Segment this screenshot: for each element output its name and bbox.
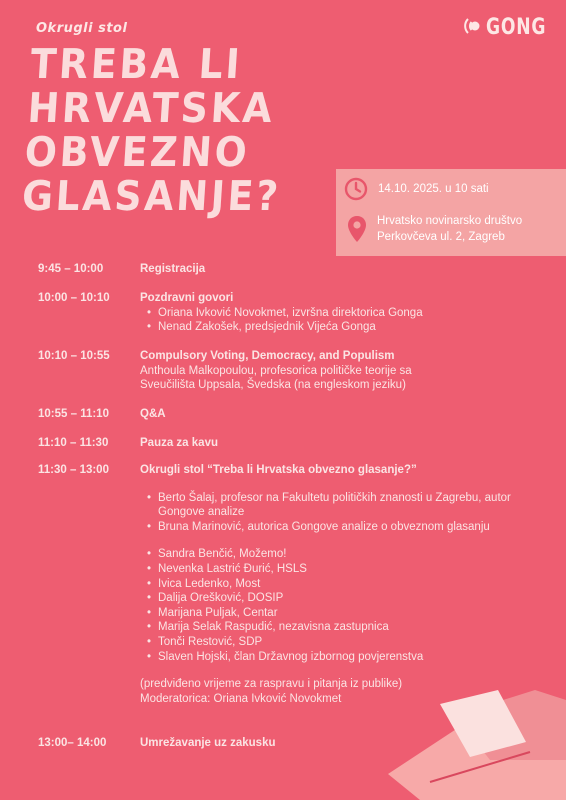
author-item: • Berto Šalaj, profesor na Fakultetu političkih znanosti u Zagrebu, autor Gongove analize xyxy=(140,491,540,520)
panelist-item: • Marijana Puljak, Centar xyxy=(140,606,540,621)
title-line: HRVATSKA xyxy=(26,84,277,132)
panelist-item: • Tonči Restović, SDP xyxy=(140,635,540,650)
panelist-item: • Ivica Ledenko, Most xyxy=(140,577,540,592)
title-line: TREBA LI xyxy=(29,40,244,88)
schedule-time: 11:10 – 11:30 xyxy=(38,437,109,449)
schedule-time: 11:30 – 13:00 xyxy=(38,464,109,476)
schedule-line: Anthoula Malkopoulou, profesorica političke teorije sa xyxy=(140,364,412,377)
panelist-item: • Nevenka Lastrić Đurić, HSLS xyxy=(140,562,540,577)
author-item: • Bruna Marinović, autorica Gongove analize o obveznom glasanju xyxy=(140,520,540,535)
panelist-item: • Marija Selak Raspudić, nezavisna zastupnica xyxy=(140,620,540,635)
schedule-title: Pauza za kavu xyxy=(140,437,218,449)
schedule-title: Pozdravni govori xyxy=(140,292,234,304)
schedule-line: Sveučilišta Uppsala, Švedska (na engleskom jeziku) xyxy=(140,379,406,392)
panelist-item: • Slaven Hojski, član Državnog izbornog povjerenstva xyxy=(140,650,540,665)
moderator-note: Moderatorica: Oriana Ivković Novokmet xyxy=(140,692,342,705)
schedule-title: Umrežavanje uz zakusku xyxy=(140,737,276,749)
schedule-time: 10:00 – 10:10 xyxy=(38,292,110,304)
venue-address: Perkovčeva ul. 2, Zagreb xyxy=(377,231,505,243)
schedule-title: Q&A xyxy=(140,408,166,420)
schedule-title: Okrugli stol “Treba li Hrvatska obvezno glasanje?” xyxy=(140,464,417,476)
schedule-time: 9:45 – 10:00 xyxy=(38,263,104,275)
panelist-item: • Dalija Orešković, DOSIP xyxy=(140,591,540,606)
event-datetime: 14.10. 2025. u 10 sati xyxy=(378,183,489,195)
schedule-time: 10:10 – 10:55 xyxy=(38,350,110,362)
venue-name: Hrvatsko novinarsko društvo xyxy=(377,215,523,227)
title-line: OBVEZNO xyxy=(23,128,252,176)
schedule-time: 10:55 – 11:10 xyxy=(38,408,109,420)
schedule-time: 13:00– 14:00 xyxy=(38,737,107,749)
gong-logo-text: GONG xyxy=(486,15,547,40)
speaker-item: • Oriana Ivković Novokmet, izvršna direktorica Gonga xyxy=(140,306,540,321)
schedule-title: Registracija xyxy=(140,263,206,275)
discussion-note: (predviđeno vrijeme za raspravu i pitanja iz publike) xyxy=(140,678,403,691)
schedule-title: Compulsory Voting, Democracy, and Populism xyxy=(140,350,395,362)
title-line: GLASANJE? xyxy=(20,172,283,220)
panelist-item: • Sandra Benčić, Možemo! xyxy=(140,547,540,562)
speaker-item: • Nenad Zakošek, predsjednik Vijeća Gonga xyxy=(140,320,540,335)
event-type-label: Okrugli stol xyxy=(36,21,128,36)
